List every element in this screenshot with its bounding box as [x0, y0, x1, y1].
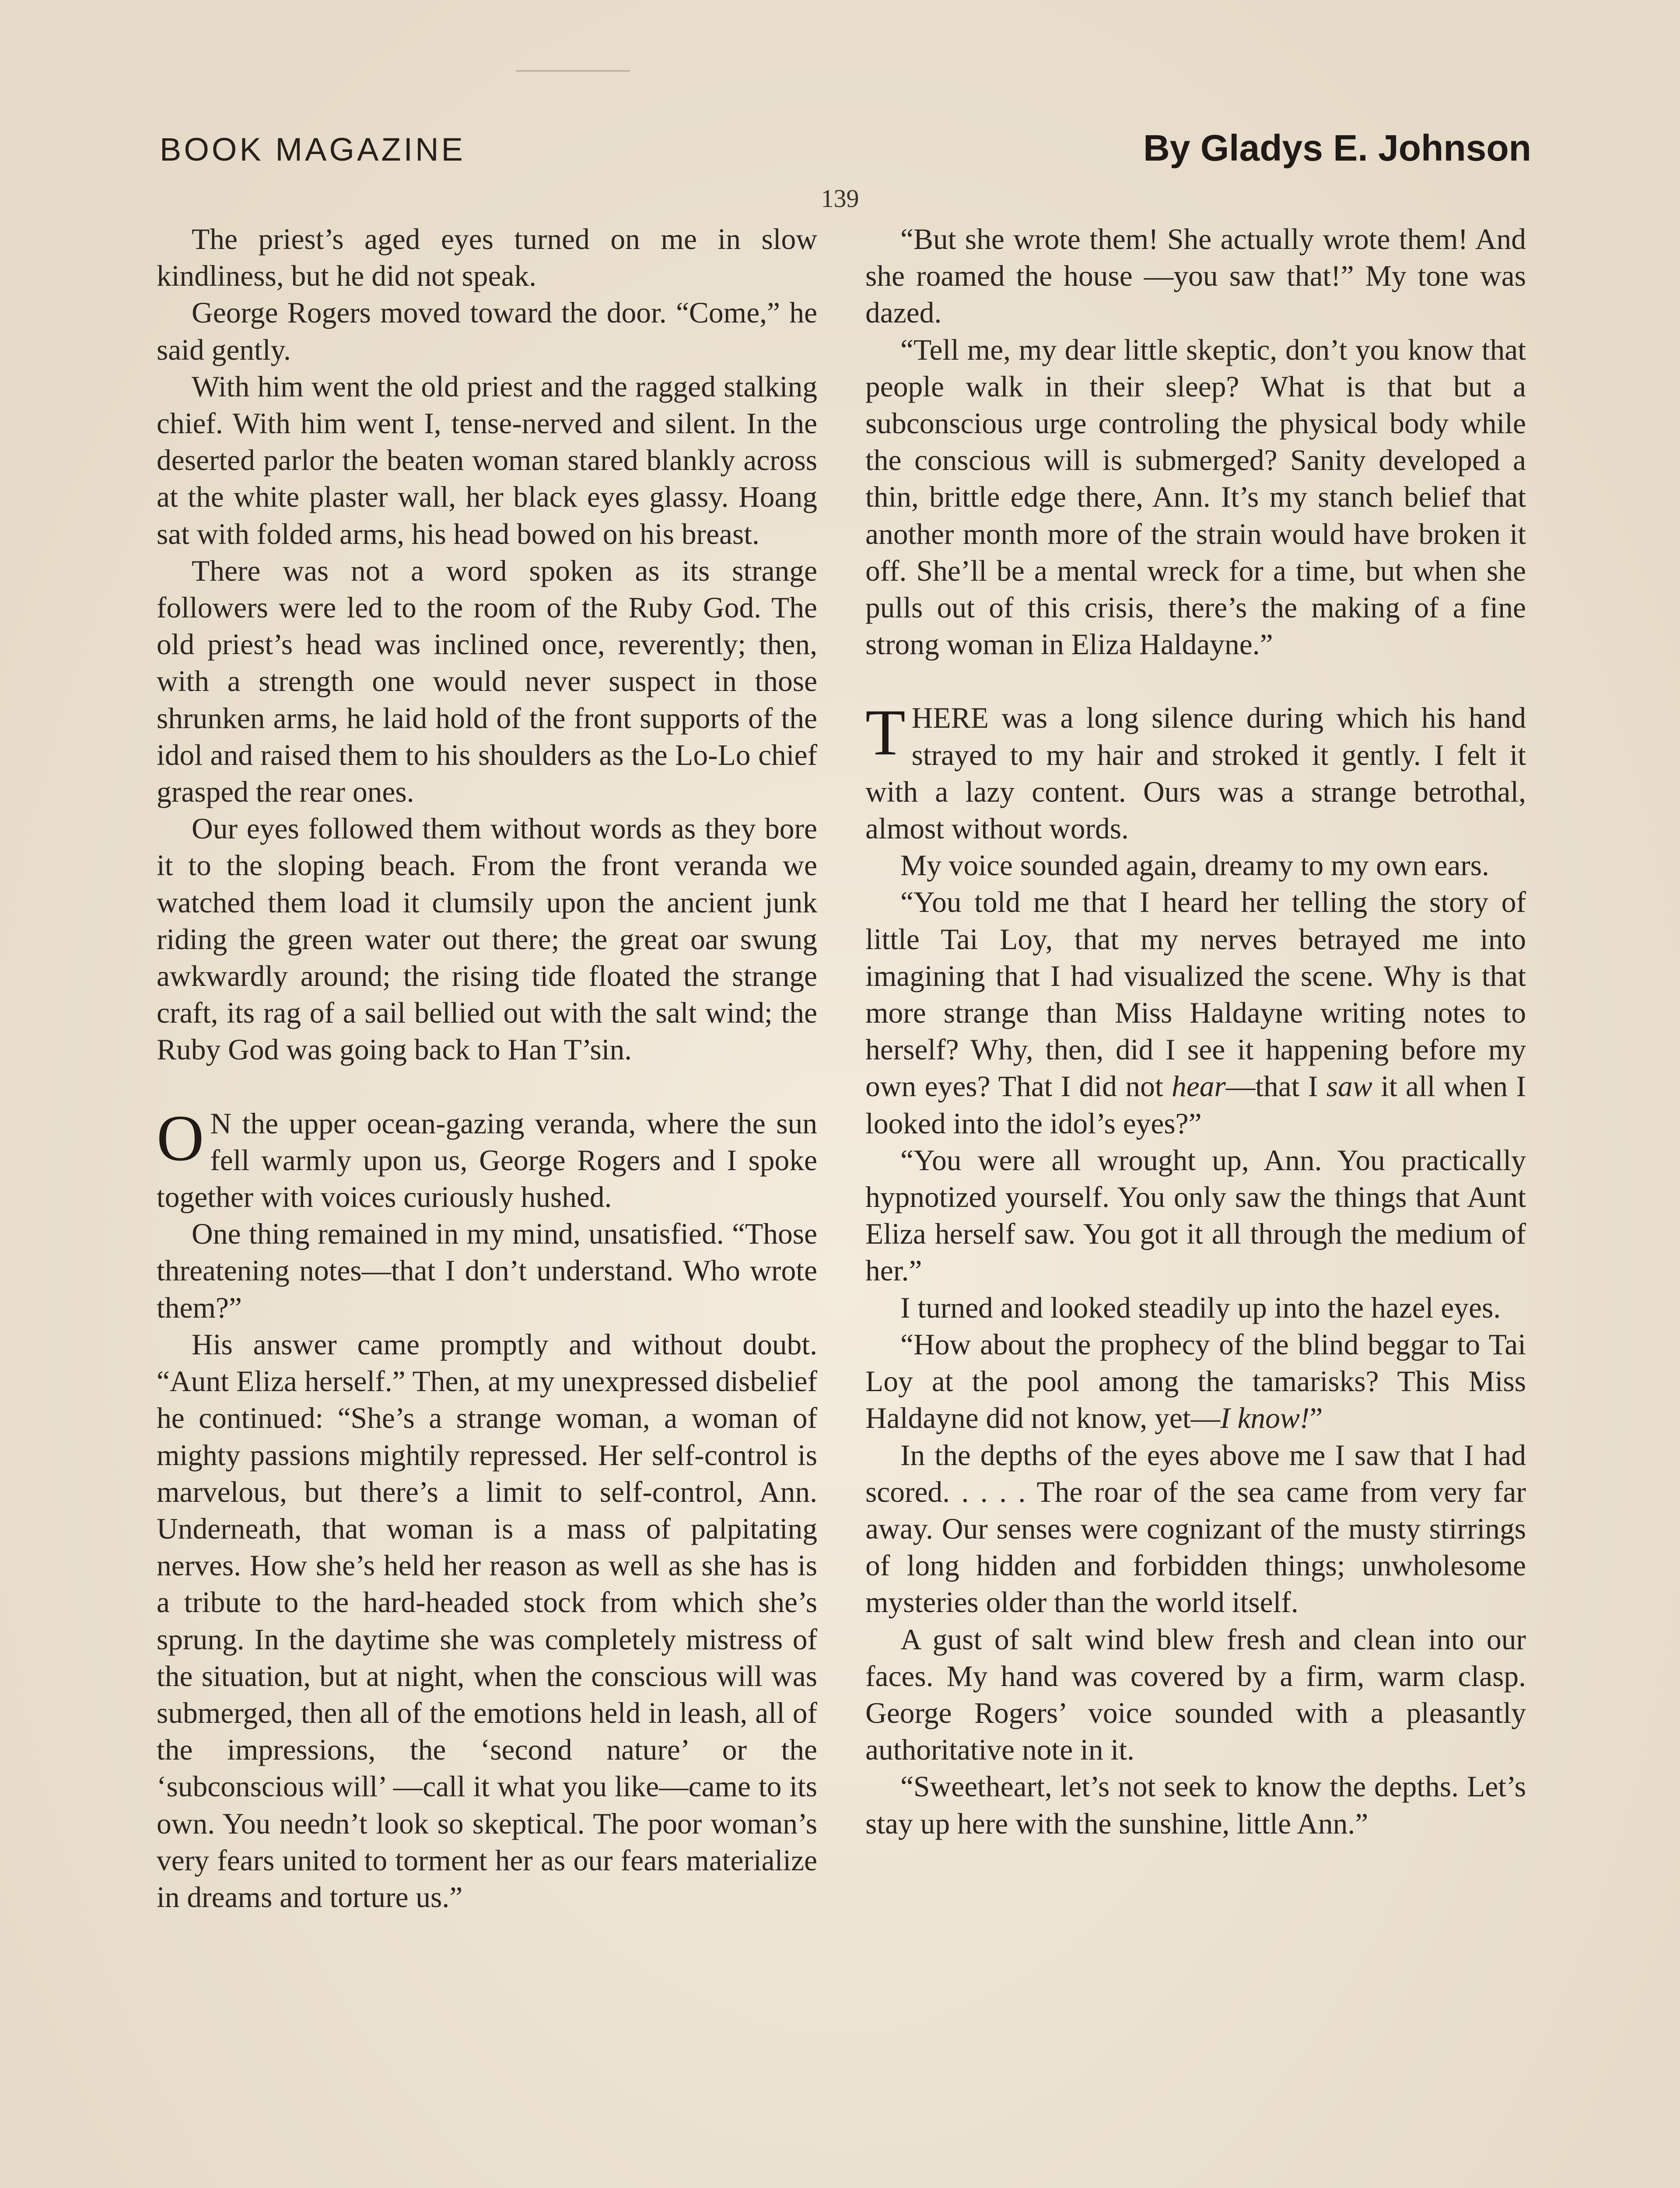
- paragraph: My voice sounded again, dreamy to my own ears.: [900, 849, 1489, 882]
- paragraph: The priest’s aged eyes turned on me in slow kindliness, but he did not speak.: [157, 223, 817, 293]
- paragraph: With him went the old priest and the ragged stalking chief. With him went I, tense-nerved and silent. In the deserted parlor the beaten woman stared blankly across at the white plaster wall, her black eyes glassy. Hoang sat with folded arms, his head bowed on his breast.: [157, 370, 817, 551]
- paragraph: There was not a word spoken as its strange followers were led to the room of the Ruby God. The old priest’s head was inclined once, reverently; then, with a strength one would never suspect in those shrunken arms, he laid hold of the front supports of the idol and raised them to his shoulders as the Lo-Lo chief grasped the rear ones.: [157, 554, 817, 809]
- text-run: ”: [1309, 1402, 1323, 1435]
- paragraph: “Sweetheart, let’s not seek to know the depths. Let’s stay up here with the sunshine, little Ann.”: [865, 1770, 1526, 1840]
- text-run: it all when I looked into the idol’s eyes?”: [865, 1070, 1526, 1140]
- top-rule: [516, 70, 630, 72]
- paragraph: In the depths of the eyes above me I saw that I had scored. . . . . The roar of the sea came from very far away. Our senses were cognizant of the musty stirrings of long hidden and forbidden things; unwholesome mysteries older than the world itself.: [865, 1438, 1526, 1619]
- text-run: —that I: [1225, 1070, 1326, 1103]
- emphasis: I know!: [1220, 1402, 1310, 1435]
- paragraph: “Tell me, my dear little skeptic, don’t you know that people walk in their sleep? What is that but a subconscious urge controling the physical body while the conscious will is submerged? Sanity developed a thin, brittle edge there, Ann. It’s my stanch belief that another month more of the strain would have broken it off. She’ll be a mental wreck for a time, but when she pulls out of this crisis, there’s the making of a fine strong woman in Eliza Haldayne.”: [865, 333, 1526, 661]
- section-break: [157, 1069, 817, 1105]
- paragraph: Our eyes followed them without words as they bore it to the sloping beach. From the front veranda we watched them load it clumsily upon the ancient junk riding the green water out there; the great oar swung awkwardly around; the rising tide floated the strange craft, its rag of a sail bellied out with the salt wind; the Ruby God was going back to Han T’sin.: [157, 812, 817, 1066]
- emphasis: hear: [1171, 1070, 1226, 1103]
- emphasis: saw: [1326, 1070, 1372, 1103]
- drop-cap: O: [157, 1101, 204, 1175]
- paragraph: A gust of salt wind blew fresh and clean into our faces. My hand was covered by a firm, warm clasp. George Rogers’ voice sounded with a pleasantly authoritative note in it.: [865, 1623, 1526, 1767]
- paragraph: I turned and looked steadily up into the hazel eyes.: [900, 1291, 1501, 1324]
- section-break: [865, 663, 1526, 700]
- paragraph: [865, 1326, 1526, 1437]
- drop-cap: T: [865, 696, 906, 769]
- author-byline: By Gladys E. Johnson: [1143, 127, 1531, 168]
- paragraph-dropcap: [157, 1101, 817, 1216]
- page-header: [160, 127, 1531, 169]
- page-number: 139: [821, 184, 859, 213]
- paragraph-text: N the upper ocean-gazing veranda, where the sun fell warmly upon us, George Rogers and I spoke together with voices curiously hushed.: [157, 1107, 817, 1214]
- paragraph: One thing remained in my mind, unsatisfied. “Those threatening notes—that I don’t understand. Who wrote them?”: [157, 1217, 817, 1324]
- magazine-title: BOOK MAGAZINE: [160, 131, 466, 168]
- paragraph: “But she wrote them! She actually wrote them! And she roamed the house —you saw that!” My tone was dazed.: [865, 223, 1526, 330]
- paragraph: George Rogers moved toward the door. “Come,” he said gently.: [157, 296, 817, 366]
- paragraph: His answer came promptly and without doubt. “Aunt Eliza herself.” Then, at my unexpressed disbelief he continued: “She’s a strange woman, a woman of mighty passions mightily repressed. Her self-control is marvelous, but there’s a limit to self-control, Ann. Underneath, that woman is a mass of palpitating nerves. How she’s held her reason as well as she has is a tribute to the hard-headed stock from which she’s sprung. In the daytime she was completely mistress of the situation, but at night, when the conscious will was submerged, then all of the emotions held in leash, all of the impressions, the ‘second nature’ or the ‘subconscious will’ —call it what you like—came to its own. You needn’t look so skeptical. The poor woman’s very fears united to torment her as our fears materialize in dreams and torture us.”: [157, 1328, 817, 1914]
- paragraph: [865, 884, 1526, 1142]
- paragraph-dropcap: [865, 696, 1526, 847]
- right-column: [865, 221, 1526, 1842]
- left-column: [157, 221, 817, 1916]
- paragraph-text: HERE was a long silence during which his hand strayed to my hair and stroked it gently. I felt it with a lazy content. Ours was a strange betrothal, almost without words.: [865, 701, 1526, 845]
- text-run: “How about the prophecy of the blind beggar to Tai Loy at the pool among the tamarisks? This Miss Haldayne did not know, yet—: [865, 1328, 1526, 1435]
- text-run: “You told me that I heard her telling the story of little Tai Loy, that my nerves betrayed me into imagining that I had visualized the scene. Why is that more strange than Miss Haldayne writing notes to herself? Why, then, did I see it happening before my own eyes? That I did not: [865, 886, 1526, 1103]
- paragraph: “You were all wrought up, Ann. You practically hypnotized yourself. You only saw the things that Aunt Eliza herself saw. You got it all through the medium of her.”: [865, 1143, 1526, 1287]
